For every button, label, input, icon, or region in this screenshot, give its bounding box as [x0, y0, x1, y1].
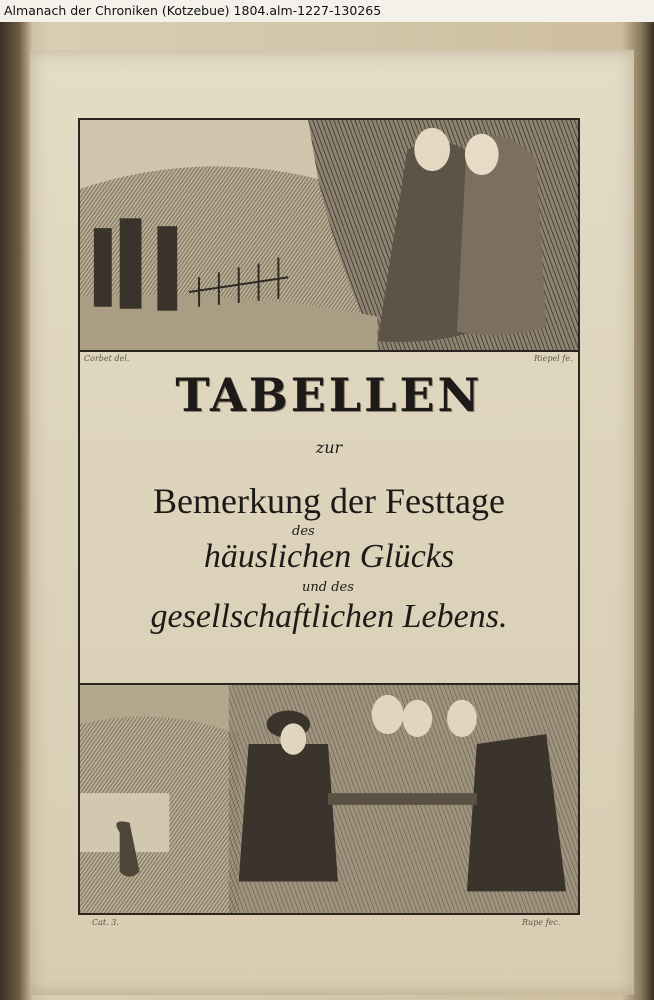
subtitle-main: Bemerkung der Festtage	[153, 481, 505, 521]
engraving-bottom-icon	[78, 683, 580, 915]
title-word-zur: zur	[315, 438, 343, 457]
engraver-credit-top-left: Corbet del.	[84, 354, 130, 363]
subtitle-line-3: gesellschaftlichen Lebens.	[150, 598, 508, 635]
subtitle-line-2: häuslichen Glücks	[203, 538, 455, 575]
title-word-und-des: und des	[302, 580, 354, 595]
image-caption: Almanach der Chroniken (Kotzebue) 1804.alm-1227-130265	[0, 0, 654, 22]
engraving-top-icon	[78, 118, 580, 352]
book-spread	[0, 22, 654, 1000]
engraver-credit-top-right: Riepel fe.	[534, 354, 573, 363]
page-title: TABELLEN	[175, 368, 483, 422]
engraver-credit-bottom-right: Rupe fec.	[522, 918, 561, 927]
title-word-des: des	[292, 524, 315, 539]
title-page	[30, 50, 634, 995]
engraver-credit-bottom-left: Cat. 3.	[92, 918, 119, 927]
